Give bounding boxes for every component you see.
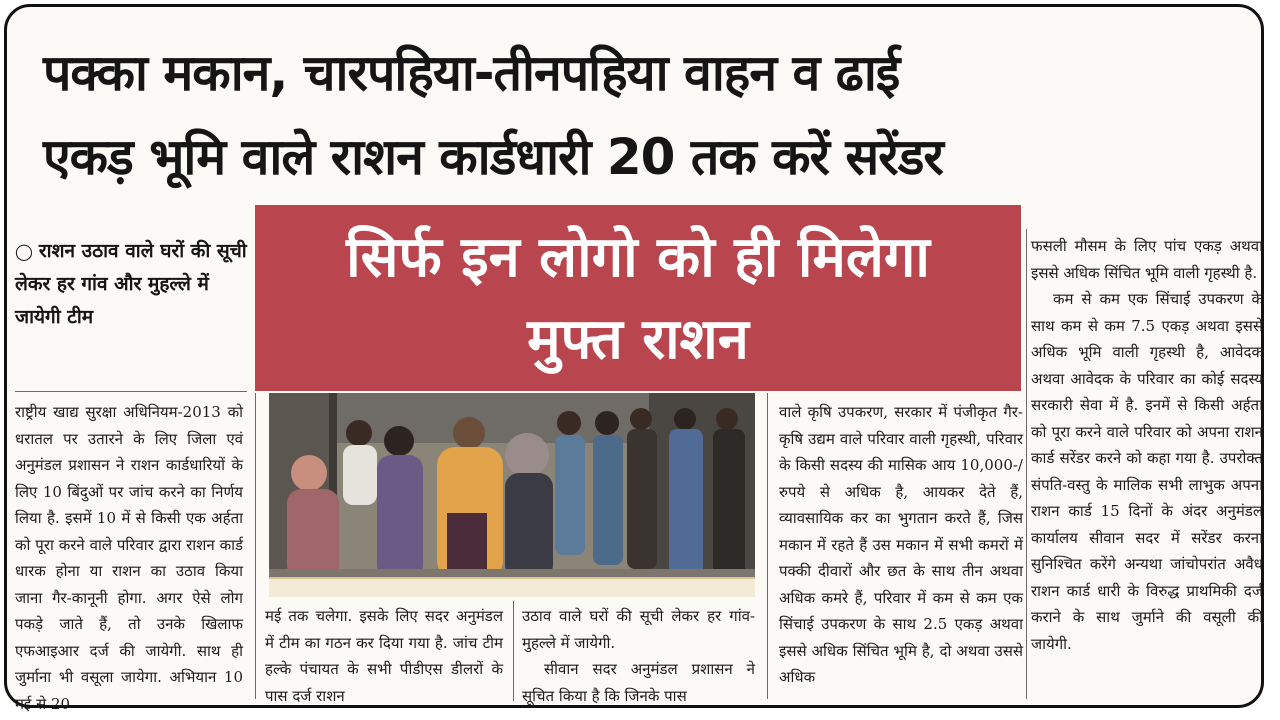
column-divider: [1026, 229, 1027, 699]
banner-line-2: मुफ्त राशन: [527, 307, 749, 372]
article-column-2: [265, 603, 503, 703]
paragraph: सीवान सदर अनुमंडल प्रशासन ने सूचित किया है कि जिनके पास: [522, 660, 755, 705]
paragraph: वाले कृषि उपकरण, सरकार में पंजीकृत गैर-कृषि उद्यम वाले परिवार वाली गृहस्थी, परिवार के किसी सदस्य की मासिक आय 10,000-/ रुपये से अधिक है, आयकर देते हैं, व्यावसायिक कर का भुगतान करते हैं, जिस मकान में रहते हैं उस मकान में सभी कमरों में पक्की दीवारों और छत के साथ तीन अथवा अधिक कमरे हैं, परिवार में कम से कम एक सिंचाई उपकरण के साथ 2.5 एकड़ अथवा इससे अधिक सिंचित भूमि है, दो अथवा उससे अधिक: [779, 403, 1023, 686]
paragraph: मई तक चलेगा. इसके लिए सदर अनुमंडल में टीम का गठन कर दिया गया है. जांच टीम हल्के पंचायत के सभी पीडीएस डीलरों के पास दर्ज राशन: [265, 607, 503, 705]
paragraph: राष्ट्रीय खाद्य सुरक्षा अधिनियम-2013 को धरातल पर उतारने के लिए जिला एवं अनुमंडल प्रशासन ने राशन कार्डधारियों के लिए 10 बिंदुओं पर जांच करने का निर्णय लिया है. इसमें 10 में से किसी एक अर्हता को पूरा करने वाले परिवार द्वारा राशन कार्ड धारक होना या राशन का उठाव किया जाना गैर-कानूनी होगा. अगर ऐसे लोग पकड़े जाते हैं, तो उनके खिलाफ एफआइआर दर्ज की जायेगी. साथ ही जुर्माना भी वसूला जायेगा. अभियान 10 मई से 20: [15, 403, 243, 713]
sub-headline-text: राशन उठाव वाले घरों की सूची लेकर हर गांव और मुहल्ले में जायेगी टीम: [15, 240, 247, 328]
paragraph: कम से कम एक सिंचाई उपकरण के साथ कम से कम 7.5 एकड़ अथवा इससे अधिक भूमि वाली गृहस्थी है, आवेदक अथवा आवेदक के परिवार का कोई सदस्य सरकारी सेवा में है. इनमें से किसी अर्हता को पूरा करने वाले परिवार को अपना राशन कार्ड सरेंडर करने को कहा गया है. उपरोक्त संपति-वस्तु के मालिक सभी लाभुक अपना राशन कार्ड 15 दिनों के अंदर अनुमंडल कार्यालय सीवान सदर में सरेंडर करना सुनिश्चित करेंगे अन्यथा जांचोपरांत अवैध राशन कार्ड धारी के विरुद्ध प्राथमिकी दर्ज कराने के साथ जुर्माने की वसूली की जायेगी.: [1031, 290, 1263, 653]
column-divider: [15, 391, 247, 392]
headline-line-2: एकड़ भूमि वाले राशन कार्डधारी 20 तक करें सरेंडर: [43, 128, 943, 186]
newspaper-clipping: [4, 4, 1264, 713]
sub-headline: [15, 235, 251, 334]
article-column-3: [522, 603, 755, 703]
column-divider: [255, 393, 256, 699]
article-column-1: [15, 399, 243, 713]
bullet-icon: ◯: [15, 242, 33, 261]
crowd-photo: [269, 393, 755, 579]
banner-line-1: सिर्फ इन लोगो को ही मिलेगा: [346, 225, 930, 290]
photo-bottom-strip: [269, 577, 755, 597]
paragraph: उठाव वाले घरों की सूची लेकर हर गांव-मुहल्ले में जायेगी.: [522, 607, 755, 652]
highlight-banner: [255, 205, 1021, 391]
headline-line-1: पक्का मकान, चारपहिया-तीनपहिया वाहन व ढाई: [43, 44, 900, 102]
crowd-photo-illustration: [269, 393, 755, 579]
column-divider: [513, 601, 514, 701]
article-column-4: [779, 399, 1023, 703]
paragraph: फसली मौसम के लिए पांच एकड़ अथवा इससे अधिक सिंचित भूमि वाली गृहस्थी है.: [1031, 237, 1263, 282]
article-column-5: [1031, 233, 1263, 703]
column-divider: [767, 393, 768, 699]
